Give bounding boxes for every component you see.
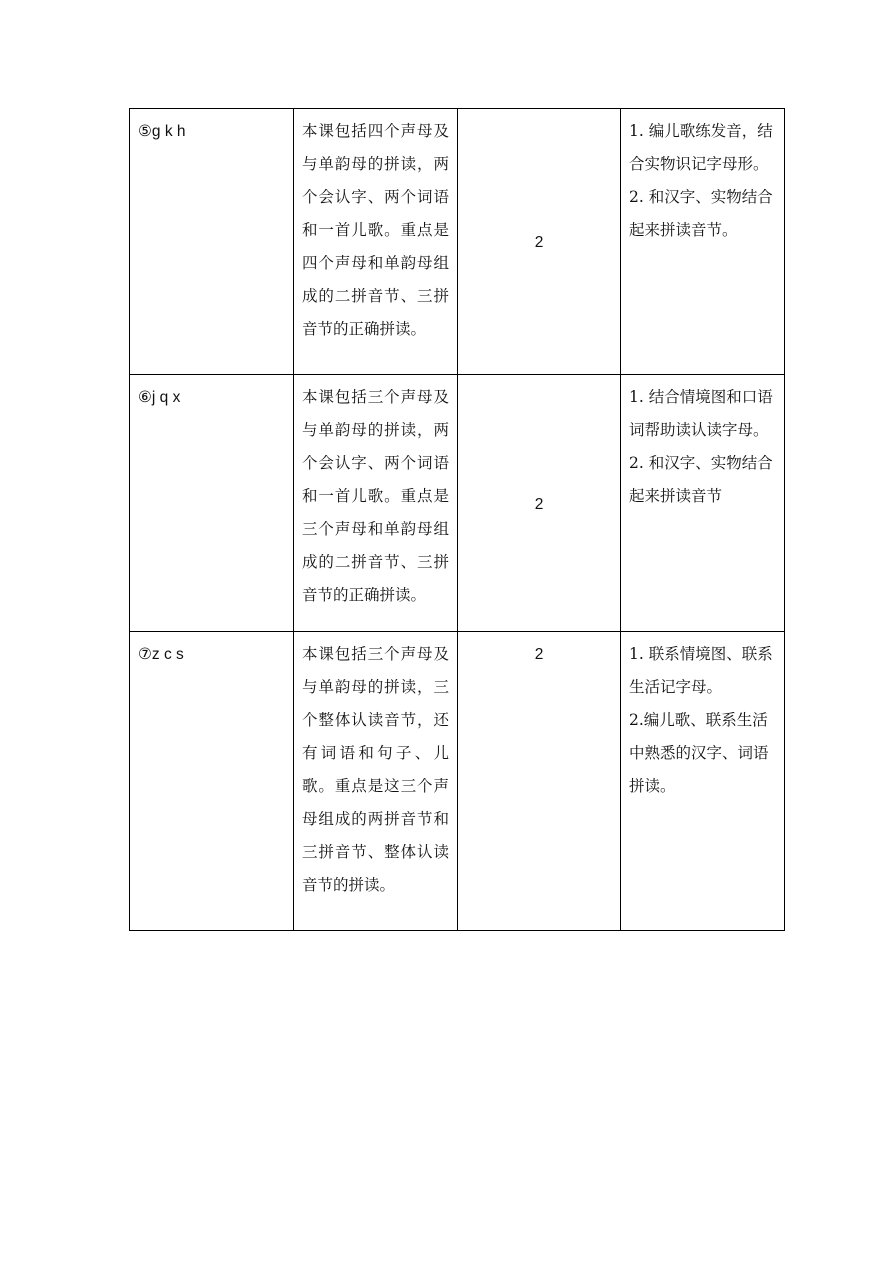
lesson-content-cell: 本课包括三个声母及与单韵母的拼读，三个整体认读音节，还有词语和句子、儿歌。重点是这三个声母组成的两拼音节和三拼音节、整体认读音节的拼读。 xyxy=(294,632,458,931)
lesson-hours-cell: 2 xyxy=(458,375,621,632)
method-item: 1. 联系情境图、联系生活记字母。 xyxy=(629,645,773,696)
lesson-content-cell: 本课包括四个声母及与单韵母的拼读，两个会认字、两个词语和一首儿歌。重点是四个声母和单韵母组成的二拼音节、三拼音节的正确拼读。 xyxy=(294,109,458,375)
table-row xyxy=(130,632,785,931)
table-row xyxy=(130,109,785,375)
lesson-methods-cell xyxy=(621,109,785,375)
method-item: 1. 结合情境图和口语词帮助读认读字母。 xyxy=(629,388,773,439)
lesson-hours-cell: 2 xyxy=(458,632,621,931)
method-item: 2. 和汉字、实物结合起来拼读音节。 xyxy=(629,188,773,239)
method-item: 2. 和汉字、实物结合起来拼读音节 xyxy=(629,454,773,505)
lesson-methods-cell xyxy=(621,632,785,931)
lesson-hours-cell: 2 xyxy=(458,109,621,375)
method-item: 1. 编儿歌练发音，结合实物识记字母形。 xyxy=(629,122,773,173)
table-row xyxy=(130,375,785,632)
lesson-plan-table xyxy=(129,108,785,931)
lesson-content-cell: 本课包括三个声母及与单韵母的拼读，两个会认字、两个词语和一首儿歌。重点是三个声母和单韵母组成的二拼音节、三拼音节的正确拼读。 xyxy=(294,375,458,632)
lesson-title-cell: ⑥j q x xyxy=(130,375,294,632)
method-item: 2.编儿歌、联系生活中熟悉的汉字、词语拼读。 xyxy=(629,711,769,795)
lesson-title-cell: ⑤g k h xyxy=(130,109,294,375)
lesson-title-cell: ⑦z c s xyxy=(130,632,294,931)
lesson-methods-cell xyxy=(621,375,785,632)
